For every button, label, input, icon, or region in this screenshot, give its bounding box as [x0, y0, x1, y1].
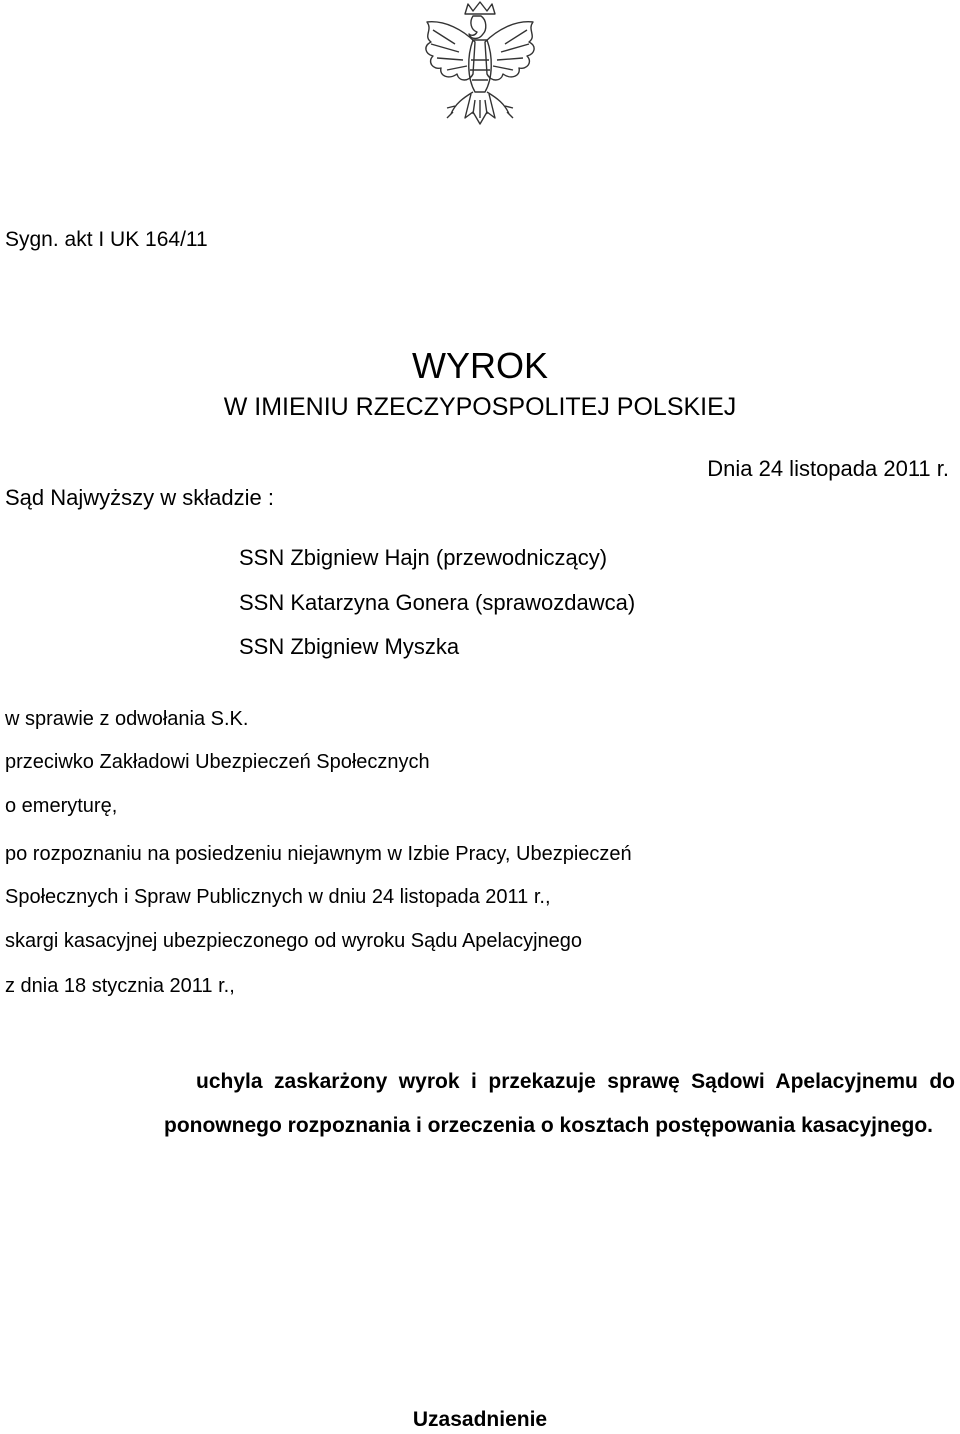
verdict-text: uchyla zaskarżony wyrok i przekazuje sprawę Sądowi Apelacyjnemu do ponownego rozpoznania i orzeczenia o kosztach postępowania kasacyjnego. — [164, 1070, 955, 1137]
reasons-heading: Uzasadnienie — [412, 1408, 548, 1431]
document-subtitle: W IMIENIU RZECZYPOSPOLITEJ POLSKIEJ — [223, 393, 737, 421]
case-line: w sprawie z odwołania S.K. — [5, 708, 249, 730]
judgment-date: Dnia 24 listopada 2011 r. — [707, 456, 949, 481]
case-line: z dnia 18 stycznia 2011 r., — [5, 975, 235, 997]
judge-member: SSN Zbigniew Myszka — [239, 634, 460, 659]
case-signature: Sygn. akt I UK 164/11 — [5, 228, 208, 251]
judge-rapporteur: SSN Katarzyna Gonera (sprawozdawca) — [239, 590, 636, 615]
case-line: Społecznych i Spraw Publicznych w dniu 24 listopada 2011 r., — [5, 886, 551, 908]
polish-eagle-emblem-icon — [405, 0, 555, 165]
judge-presiding: SSN Zbigniew Hajn (przewodniczący) — [239, 545, 608, 570]
court-composition-label: Sąd Najwyższy w składzie : — [5, 485, 274, 510]
case-line: przeciwko Zakładowi Ubezpieczeń Społecznych — [5, 751, 430, 773]
case-line: skargi kasacyjnej ubezpieczonego od wyroku Sądu Apelacyjnego — [5, 930, 583, 952]
case-line: o emeryturę, — [5, 795, 118, 817]
case-line: po rozpoznaniu na posiedzeniu niejawnym w Izbie Pracy, Ubezpieczeń — [5, 843, 632, 865]
document-title: WYROK — [411, 345, 548, 386]
